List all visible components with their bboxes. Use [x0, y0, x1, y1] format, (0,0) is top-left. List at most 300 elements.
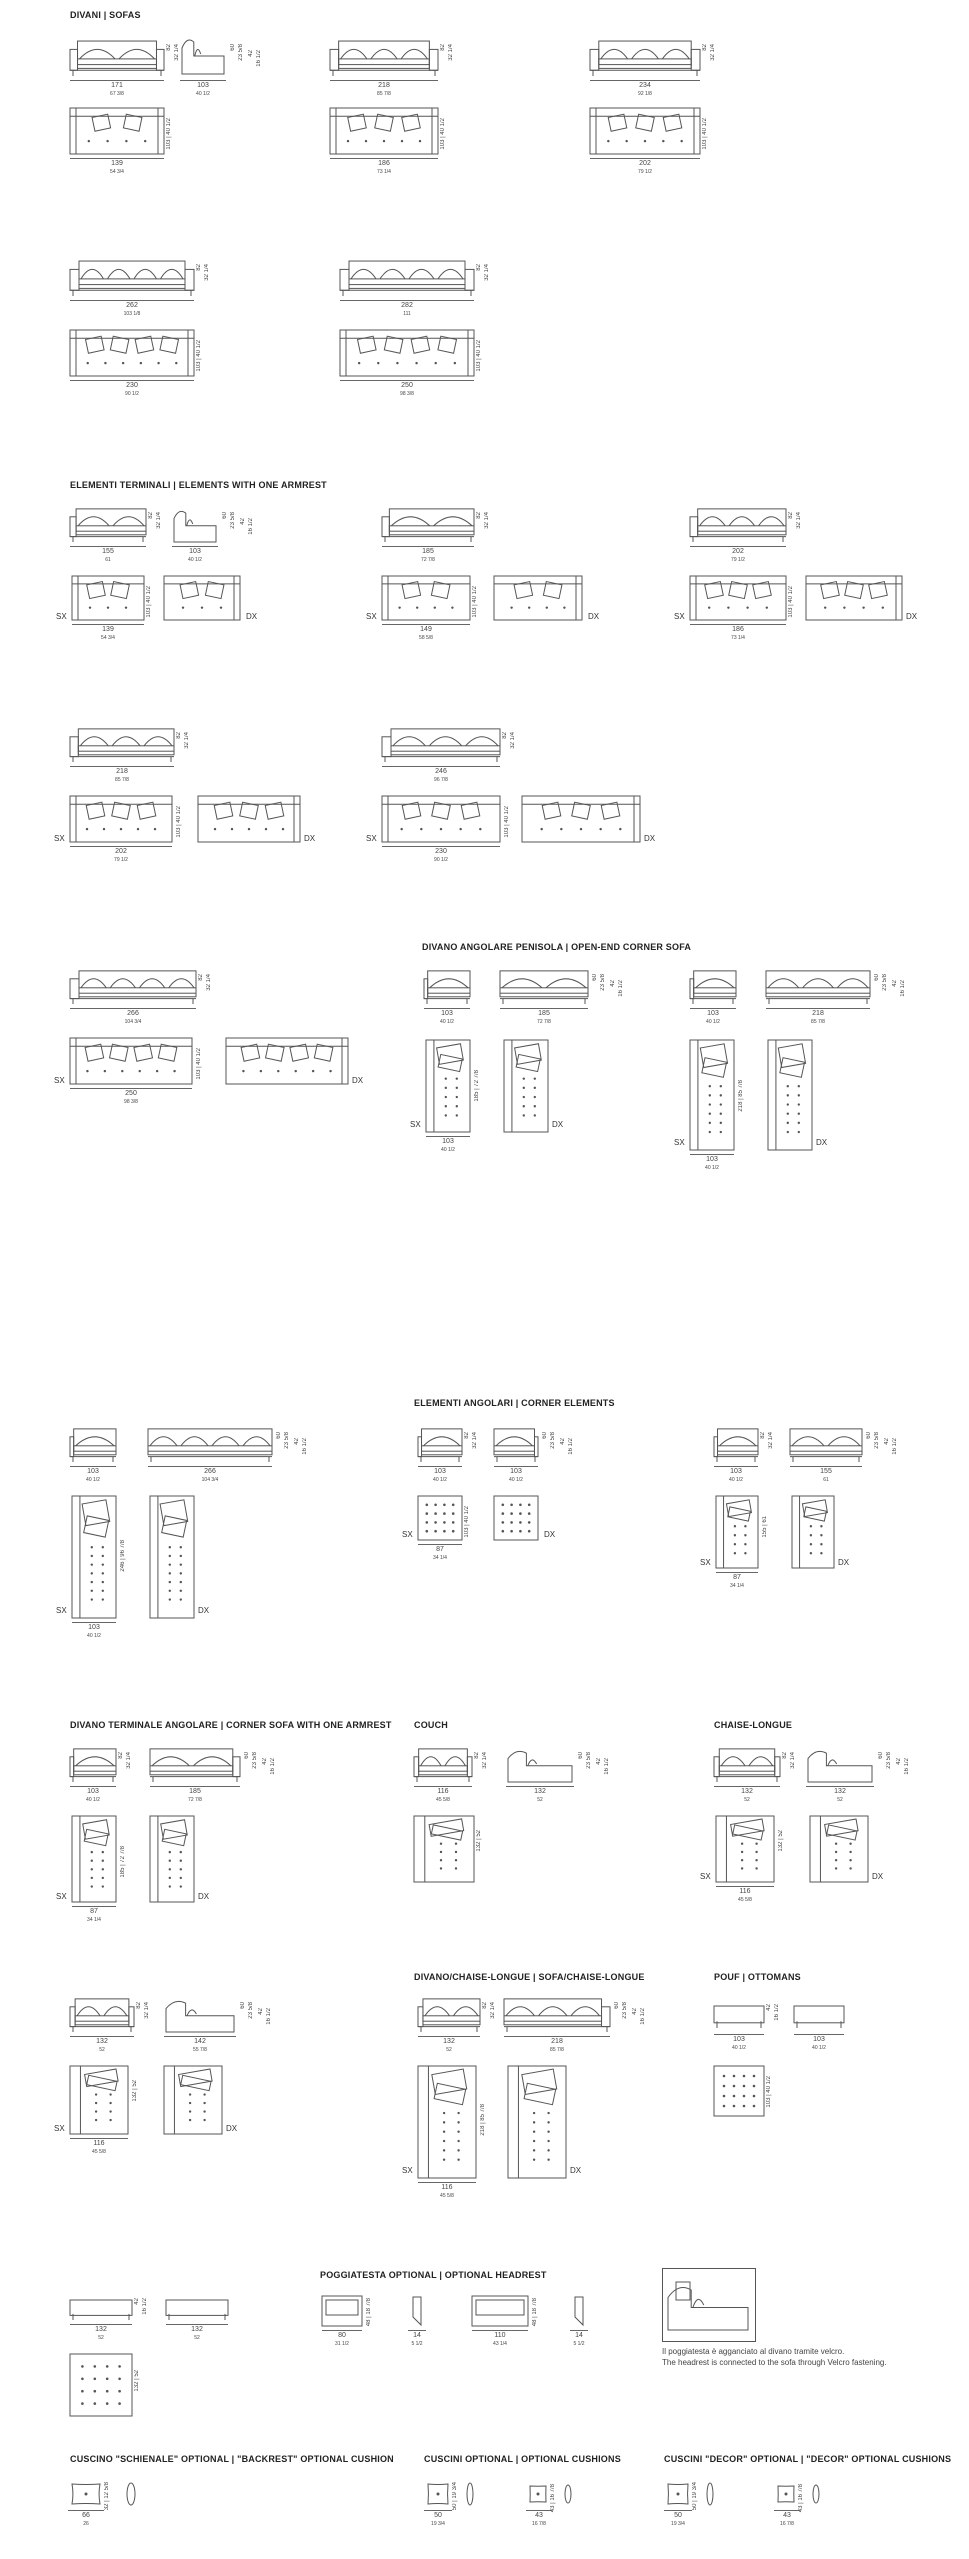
dimension-t132	[166, 2324, 228, 2342]
back-cushion	[181, 1437, 208, 1446]
tufting-dot	[547, 2112, 549, 2114]
tufting-dot	[203, 2093, 205, 2095]
tufting-dot	[810, 1525, 812, 1527]
tufting-dot	[122, 362, 124, 364]
dimension-line	[790, 1466, 862, 1467]
dimension-inches: 34 1/4	[730, 1583, 744, 1589]
tufting-dot	[456, 1087, 458, 1089]
headrest-80-front	[322, 2296, 362, 2326]
side-label-left: SX	[674, 612, 685, 621]
chaise-outline	[418, 2066, 476, 2178]
dimension-cm: 103	[197, 82, 209, 89]
corner-plan-sx	[418, 1496, 462, 1540]
cushion-button	[785, 2493, 788, 2496]
tufting-dot	[102, 1581, 104, 1583]
arm-218-front	[70, 726, 174, 762]
tufting-dot	[723, 2095, 726, 2098]
sofa-218-front-drawing	[330, 38, 438, 76]
side-label-right: DX	[570, 2166, 582, 2175]
cushion-profile	[127, 2483, 135, 2505]
side-label-right: DX	[304, 834, 316, 843]
tufting-dot	[121, 1070, 123, 1072]
chaise-outline	[164, 2066, 222, 2134]
tufting-dot	[139, 1070, 141, 1072]
tufting-dot	[743, 2105, 746, 2108]
dimension-e103	[172, 546, 218, 564]
tufting-dot	[169, 1572, 171, 1574]
vertical-dimension: 155 | 61	[762, 1516, 768, 1538]
back-cushion	[759, 517, 784, 526]
tufting-dot	[180, 1572, 182, 1574]
tufting-dot	[720, 1122, 722, 1124]
dimension-k50	[424, 2510, 452, 2528]
tufting-dot	[455, 1851, 457, 1853]
dimension-line	[382, 624, 470, 625]
armrest-right	[465, 269, 474, 290]
tufting-dot	[680, 140, 682, 142]
arm-230-plan-sx-drawing	[382, 796, 500, 842]
tufting-dot	[457, 2112, 459, 2114]
tufting-dot	[434, 1521, 437, 1524]
vertical-dimension: 103 | 40 1/2	[196, 340, 202, 372]
tufting-dot	[118, 2402, 121, 2405]
tufting-dot	[734, 1525, 736, 1527]
tufting-dot	[523, 1077, 525, 1079]
chaise-plan-dx-drawing	[810, 1816, 868, 1882]
chaise-outline	[414, 1816, 474, 1882]
tufting-dot	[456, 1077, 458, 1079]
back-height-cm: 82	[476, 264, 482, 271]
dimension-inches: 85 7/8	[550, 2047, 564, 2053]
dimension-t132	[70, 2324, 132, 2342]
chaise-outline	[508, 2066, 566, 2178]
dimension-line	[70, 546, 146, 547]
dimension-line	[70, 158, 164, 159]
tufting-dot	[798, 1113, 800, 1115]
dimension-line	[148, 1466, 272, 1467]
tufting-dot	[189, 2102, 191, 2104]
seat-height-cm: 42	[632, 2008, 638, 2015]
cone-plan-sx	[72, 1816, 116, 1902]
decor-cushion-43	[776, 2484, 796, 2504]
tufting-dot	[787, 1094, 789, 1096]
tufting-dot	[102, 1555, 104, 1557]
tufting-dot	[401, 140, 403, 142]
back-cushion	[152, 1757, 189, 1766]
tufting-dot	[81, 2365, 84, 2368]
vertical-dimension: 48 | 18 7/8	[532, 2298, 538, 2327]
back-height-cm: 82	[502, 732, 508, 739]
back-cushion	[662, 49, 689, 59]
tufting-dot	[519, 1530, 522, 1533]
chaise-outline	[690, 1040, 734, 1150]
tufting-dot	[820, 1543, 822, 1545]
seat	[74, 1446, 116, 1455]
dimension-inches: 52	[99, 2047, 105, 2053]
arm-139-plan-sx-drawing	[72, 576, 144, 620]
backrest	[389, 509, 474, 531]
dimension-line	[70, 1008, 196, 1009]
ottoman132-height-in: 16 1/2	[142, 2298, 148, 2315]
tufting-dot	[203, 2110, 205, 2112]
dimension-cm: 116	[437, 1788, 449, 1795]
sofachaise-218-front-drawing	[504, 1996, 610, 2032]
tufting-dot	[456, 1114, 458, 1116]
back-cushion	[76, 1437, 114, 1446]
dimension-inches: 52	[837, 1797, 843, 1803]
tufting-dot	[727, 606, 729, 608]
dimension-inches: 40 1/2	[705, 1165, 719, 1171]
sofa-250-plan	[340, 330, 474, 376]
couch-plan-drawing	[414, 1816, 474, 1882]
dimension-inches: 90 1/2	[434, 857, 448, 863]
tufting-dot	[169, 1868, 171, 1870]
chaise-outline	[716, 1496, 758, 1568]
side-label-left: SX	[54, 2124, 65, 2133]
back-cushion	[371, 49, 397, 59]
chaise-outline	[150, 1816, 194, 1902]
tufting-dot	[189, 2119, 191, 2121]
tufting-dot	[91, 1877, 93, 1879]
tufting-dot	[528, 1530, 531, 1533]
side-label-right: DX	[588, 612, 600, 621]
back-cushion	[539, 2007, 568, 2016]
back-cushion	[837, 979, 868, 988]
dimension-inches: 45 5/8	[92, 2149, 106, 2155]
tufting-dot	[787, 1085, 789, 1087]
seat-height-in: 16 1/2	[640, 2008, 646, 2025]
cushion-profile	[467, 2483, 473, 2505]
dimension-inches: 104 3/4	[124, 1019, 142, 1025]
tufting-dot	[86, 828, 88, 830]
chaise2-side-drawing	[164, 1996, 236, 2032]
tufting-dot	[169, 1563, 171, 1565]
dimension-t132	[806, 1786, 874, 1804]
dimension-o103	[70, 1466, 116, 1484]
back-height-in: 32 1/4	[510, 732, 516, 749]
dimension-line	[70, 2324, 132, 2325]
tufting-dot	[709, 1103, 711, 1105]
dimension-cm: 103	[510, 1468, 522, 1475]
backrest	[422, 1429, 462, 1451]
headrest-profile	[575, 2297, 583, 2325]
tufting-dot	[743, 2075, 746, 2078]
chaise-side	[806, 1746, 874, 1782]
tufting-dot	[120, 828, 122, 830]
dimension-cm: 103	[730, 1468, 742, 1475]
vertical-dimension: 103 | 40 1/2	[166, 118, 172, 150]
tufting-dot	[86, 1070, 88, 1072]
side-profile	[166, 2001, 234, 2032]
dimension-line	[690, 546, 786, 547]
dimension-line	[424, 2510, 452, 2511]
seat	[422, 1446, 462, 1455]
tufting-dot	[744, 1534, 746, 1536]
open-corner-front-b-drawing	[690, 968, 736, 1004]
tufting-dot	[502, 1530, 505, 1533]
dimension-inches: 26	[83, 2521, 89, 2527]
tufting-dot	[709, 1131, 711, 1133]
seat	[500, 988, 588, 997]
dimension-inches: 19 3/4	[431, 2521, 445, 2527]
tufting-dot	[91, 1590, 93, 1592]
tufting-dot	[106, 2365, 109, 2368]
ottoman-front-drawing	[714, 2004, 764, 2028]
dimension-inches: 73 1/4	[377, 169, 391, 175]
tufting-dot	[365, 140, 367, 142]
back-cushion	[768, 979, 799, 988]
dimension-line	[70, 1466, 116, 1467]
dimension-o218	[766, 1008, 870, 1026]
dimension-line	[418, 2036, 480, 2037]
dimension-cm: 132	[96, 2038, 108, 2045]
dimension-cm: 103	[706, 1156, 718, 1163]
cushion-profile	[187, 2010, 196, 2016]
dimension-inches: 40 1/2	[86, 1797, 100, 1803]
tufting-dot	[347, 140, 349, 142]
dimension-e266	[70, 1008, 196, 1026]
sofa-side-profile	[180, 34, 226, 74]
dimension-cm: 185	[538, 1010, 550, 1017]
tufting-dot	[662, 140, 664, 142]
dimension-p230	[70, 380, 194, 398]
dimension-line	[70, 846, 172, 847]
dimension-t116	[70, 2138, 128, 2156]
arm-246-front-drawing	[382, 726, 500, 762]
section-title-backrest: CUSCINO "SCHIENALE" OPTIONAL | "BACKREST" OPTIONAL CUSHION	[70, 2454, 394, 2464]
decor-cushion-50-side-drawing	[706, 2482, 714, 2506]
back-cushion	[108, 269, 131, 279]
dimension-inches: 111	[403, 311, 411, 317]
seat	[504, 2016, 602, 2025]
tufting-dot	[434, 606, 436, 608]
seat	[389, 526, 474, 535]
dimension-inches: 40 1/2	[433, 1477, 447, 1483]
cushion-profile	[707, 2483, 713, 2505]
dimension-line	[418, 1544, 462, 1545]
armrest-left	[690, 517, 698, 537]
tufting-dot	[91, 1598, 93, 1600]
dimension-c87	[716, 1572, 758, 1590]
chaise-cushion	[432, 2069, 467, 2094]
tufting-dot	[455, 1843, 457, 1845]
seat	[423, 2016, 480, 2025]
plan-outline	[382, 796, 500, 842]
chaise-outline	[70, 2066, 128, 2134]
backrest-cushion-front-drawing	[70, 2482, 102, 2506]
tufting-dot	[137, 828, 139, 830]
armrest-left	[70, 517, 76, 537]
vertical-dimension: 103 | 40 1/2	[196, 1048, 202, 1080]
side-label-left: SX	[700, 1558, 711, 1567]
ottoman-outline	[418, 1496, 462, 1540]
cushion-profile	[187, 520, 193, 526]
tufting-dot	[443, 1521, 446, 1524]
vertical-dimension: 103 | 40 1/2	[766, 2076, 772, 2108]
tufting-dot	[734, 1543, 736, 1545]
cone-185-front	[150, 1746, 240, 1782]
tufting-dot	[88, 140, 90, 142]
couch-plan	[414, 1816, 474, 1882]
dimension-cm: 14	[413, 2332, 421, 2339]
dimension-e218	[70, 766, 174, 784]
cushion-button	[437, 2493, 440, 2496]
tufting-dot	[94, 2365, 97, 2368]
tufting-dot	[755, 1851, 757, 1853]
sofa-side-profile-drawing	[180, 34, 226, 74]
vertical-dimension: 103 | 40 1/2	[702, 118, 708, 150]
tufting-dot	[103, 828, 105, 830]
tufting-dot	[445, 1087, 447, 1089]
back-cushion	[80, 737, 108, 746]
dimension-line	[664, 2510, 692, 2511]
ottoman132-side	[166, 2298, 228, 2320]
corner-c-front	[714, 1426, 758, 1462]
side-label-left: SX	[366, 834, 377, 843]
tufting-dot	[452, 1530, 455, 1533]
corner-long-plan-dx	[150, 1496, 194, 1618]
dimension-inches: 85 7/8	[377, 91, 391, 97]
dimension-inches: 104 3/4	[201, 1477, 219, 1483]
back-cushion	[119, 49, 154, 59]
sofa-234-front	[590, 38, 700, 76]
backrest	[694, 971, 736, 993]
back-cushion	[496, 1437, 532, 1446]
ottoman132-front	[70, 2298, 132, 2320]
seat	[698, 526, 786, 535]
dimension-inches: 52	[446, 2047, 452, 2053]
tufting-dot	[445, 1105, 447, 1107]
dimension-cm: 103	[707, 1010, 719, 1017]
seat-height-cm: 42	[884, 1438, 890, 1445]
back-height-cm: 82	[782, 1752, 788, 1759]
tufting-dot	[753, 2075, 756, 2078]
back-cushion	[144, 737, 172, 746]
dimension-o103	[424, 1008, 470, 1026]
back-cushion	[76, 1757, 114, 1766]
dimension-cm: 103	[189, 548, 201, 555]
sofachaise-front-a	[418, 1996, 480, 2032]
ottoman132-plan	[70, 2354, 132, 2416]
chaise-outline	[72, 1496, 116, 1618]
dimension-cm: 132	[443, 2038, 455, 2045]
dimension-p250	[340, 380, 474, 398]
dimension-t116	[418, 2182, 476, 2200]
arm-185-front-drawing	[382, 506, 474, 542]
tufting-dot	[398, 606, 400, 608]
dimension-cm: 282	[401, 302, 413, 309]
tufting-dot	[419, 140, 421, 142]
back-cushion	[424, 1437, 460, 1446]
side-label-right: DX	[544, 1530, 556, 1539]
dimension-line	[716, 1572, 758, 1573]
chaise-cushion	[778, 1044, 805, 1068]
tufting-dot	[533, 2140, 535, 2142]
decor-cushion-50	[666, 2482, 690, 2506]
back-height-cm: 82	[198, 974, 204, 981]
armrest-right	[156, 49, 164, 70]
dimension-cm: 171	[111, 82, 123, 89]
arm-186-plan-sx-drawing	[690, 576, 786, 620]
arm-height-in: 23 5/8	[600, 974, 606, 991]
dimension-line	[590, 80, 700, 81]
dimension-ep149	[382, 624, 470, 642]
sofachaise-front-a-drawing	[418, 1996, 480, 2032]
arm-149-plan-sx-drawing	[382, 576, 470, 620]
dimension-inches: 54 3/4	[101, 635, 115, 641]
dimension-cm: 14	[575, 2332, 583, 2339]
dimension-h14	[408, 2330, 426, 2348]
tufting-dot	[510, 1504, 513, 1507]
tufting-dot	[443, 2131, 445, 2133]
cushion-profile	[195, 49, 201, 56]
tufting-dot	[91, 1868, 93, 1870]
tufting-dot	[734, 1552, 736, 1554]
open-chaise-plan-sx-b-drawing	[690, 1040, 734, 1150]
tufting-dot	[169, 1851, 171, 1853]
dimension-cm: 250	[125, 1090, 137, 1097]
corner-plan-dx	[494, 1496, 538, 1540]
back-cushion	[434, 517, 472, 526]
dimension-inches: 85 7/8	[811, 1019, 825, 1025]
corner-155-plan-dx	[792, 1496, 834, 1568]
arm-185-front	[382, 506, 474, 542]
dimension-cm: 250	[401, 382, 413, 389]
back-cushion	[438, 269, 463, 279]
arm-202-plan-dx	[198, 796, 300, 842]
backrest	[599, 41, 691, 65]
ottoman-side-drawing	[794, 2004, 844, 2028]
tufting-dot	[203, 2102, 205, 2104]
dimension-h80	[322, 2330, 362, 2348]
dimension-k43	[526, 2510, 552, 2528]
dimension-inches: 96 7/8	[434, 777, 448, 783]
back-height-cm: 82	[760, 1432, 766, 1439]
cushion-button	[537, 2493, 540, 2496]
seat	[76, 526, 146, 535]
dimension-t132	[418, 2036, 480, 2054]
dimension-ep230	[382, 846, 500, 864]
dimension-cm: 43	[535, 2512, 543, 2519]
armrest-right	[429, 49, 438, 70]
corner-155-front-drawing	[790, 1426, 862, 1462]
chaise-outline	[792, 1496, 834, 1568]
tufting-dot	[329, 1070, 331, 1072]
tufting-dot	[140, 362, 142, 364]
dimension-h14	[570, 2330, 588, 2348]
tufting-dot	[231, 828, 233, 830]
tufting-dot	[720, 1103, 722, 1105]
tufting-dot	[203, 2119, 205, 2121]
arm-height-cm: 60	[244, 1752, 250, 1759]
tufting-dot	[843, 606, 845, 608]
tufting-dot	[426, 1521, 429, 1524]
back-cushion	[720, 1437, 756, 1446]
corner-c-front-drawing	[714, 1426, 758, 1462]
seat	[599, 59, 691, 69]
side-label-left: SX	[56, 1892, 67, 1901]
back-height-cm: 82	[440, 44, 446, 51]
armrest-left	[382, 517, 389, 537]
tufting-dot	[741, 1859, 743, 1861]
dimension-inches: 40 1/2	[86, 1477, 100, 1483]
corner-155-plan-dx-drawing	[792, 1496, 834, 1568]
arm-202-front	[690, 506, 786, 542]
corner-b-front	[494, 1426, 538, 1462]
back-cushion	[803, 979, 834, 988]
back-cushion	[632, 49, 659, 59]
open-corner-front-a-drawing	[424, 968, 470, 1004]
